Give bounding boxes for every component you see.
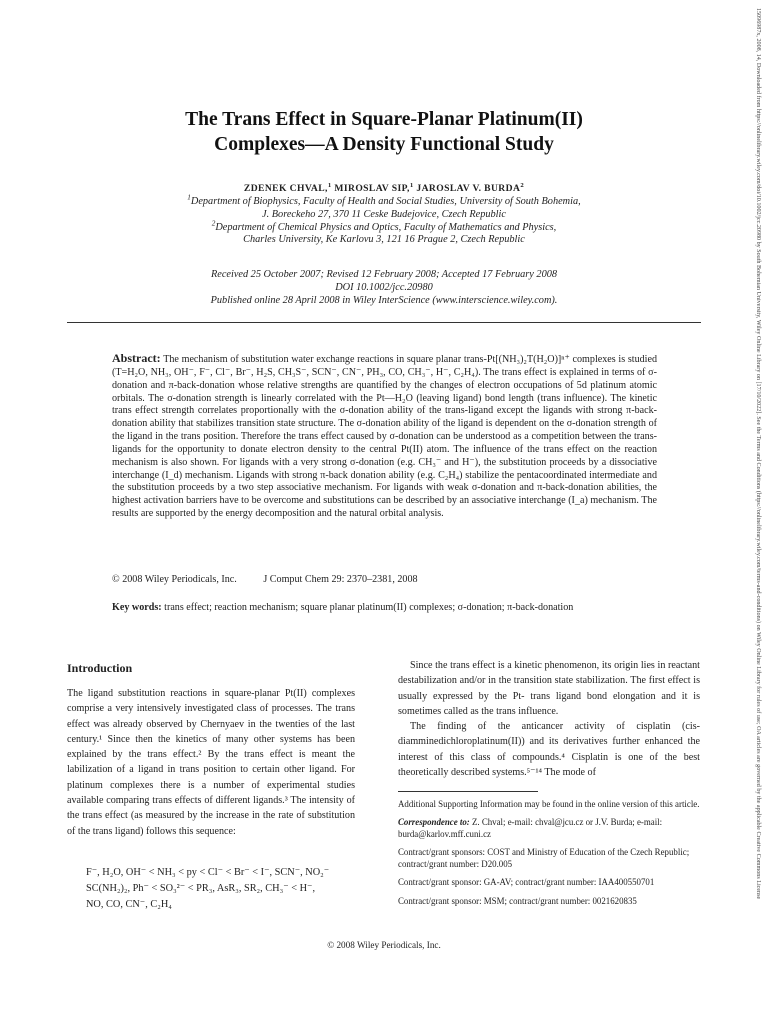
article-title — [100, 107, 668, 157]
intro-left-column — [67, 686, 355, 839]
title-line-2: Complexes—A Density Functional Study — [214, 134, 554, 155]
correspondence-text: Z. Chval; e-mail: chval@jcu.cz or J.V. Burda; e-mail: burda@karlov.mff.cuni.cz — [398, 817, 663, 840]
correspondence-note — [398, 816, 700, 840]
abstract-text: The mechanism of substitution water exchange reactions in square planar trans-Pt[(NH₃)₂T(H₂O)]ⁿ⁺ complexes is studied (T=H₂O, NH₃, OH⁻, F⁻, Cl⁻, Br⁻, H₂S, CH₃S⁻, SCN⁻, CN⁻, PH₃, CO, CH₃⁻, H⁻, C₂H₄). The trans effect is explained in terms of σ-donation and π-back-donation whose relative strengths are quantified by the changes of electron occupations of 5d platinum atomic orbitals. The σ-donation strength is linearly correlated with the Pt—H₂O (leaving ligand) bond length (trans influence). The kinetic trans effect strength correlates proportionally with the σ-donation ability of the trans-ligand except the ligands with strong π-back-donation ability that stabilizes transition state structure. The σ-donation ability of the ligand is dependent on the σ-donation strength of the ligand in the trans position. Therefore the trans effect caused by σ-donation can be understood as a competition between the trans-ligands for the opportunity to donate electron density to the central Pt(II) atom. The influence of the trans effect on the reaction mechanism is also shown. For ligands with a very strong σ-donation (e.g. CH₃⁻ and H⁻), the substitution proceeds by a dissociative interchange (I_d) mechanism. Ligands with strong π-back donation ability (e.g. C₂H₄) stabilize the pentacoordinated intermediate and the substitution proceeds by a two step associative mechanism. For ligands with weak σ-donation and π-back-donation abilities, the highest activation barriers have to be overcome and substitutions can be described by an associative interchange (I_a) mechanism. The results are supported by the energy decomposition and the natural orbital analysis. — [112, 354, 657, 520]
affiliation-2-line-1 — [100, 219, 668, 235]
doi: DOI 10.1002/jcc.20980 — [335, 281, 433, 293]
author-list — [100, 183, 668, 194]
affiliation-1-marker: 1 — [187, 193, 191, 202]
copyright-text: © 2008 Wiley Periodicals, Inc. — [112, 574, 237, 585]
affiliation-1-line-1 — [100, 193, 668, 209]
published-online: Published online 28 April 2008 in Wiley InterScience (www.interscience.wiley.com). — [210, 294, 558, 306]
sequence-line-1: F⁻, H₂O, OH⁻ < NH₃ < py < Cl⁻ < Br⁻ < I⁻, SCN⁻, NO₂⁻ — [86, 867, 330, 878]
copyright-line — [112, 574, 442, 585]
publication-dates — [100, 269, 668, 307]
keywords — [112, 602, 657, 613]
affiliation-1-line-2: J. Boreckeho 27, 370 11 Ceske Budejovice, Czech Republic — [262, 208, 506, 220]
affiliation-1-text: Department of Biophysics, Faculty of Health and Social Studies, University of South Bohemia, — [190, 196, 581, 207]
footnote-divider — [398, 791, 538, 792]
intro-paragraph-1: The ligand substitution reactions in square-planar Pt(II) complexes comprise a very intensively investigated class of processes. The trans effect was already observed by Chernyaev in the twenties of the last century.¹ Since then the kinetics of many other systems has been explained by the trans effect.² By the trans effect is meant the labilization of a ligand in trans position to certain other ligand. For platinum complexes there is a number of experimental studies available comparing trans effects of different ligands.³ The intensity of the trans effect (as measured by the increase in the rate of substitution of the trans ligand) follows this sequence: — [67, 688, 355, 837]
affiliation-2-marker: 2 — [211, 219, 216, 228]
trans-effect-sequence — [86, 865, 356, 913]
journal-citation: J Comput Chem 29: 2370–2381, 2008 — [263, 574, 418, 585]
supporting-info-note: Additional Supporting Information may be found in the online version of this article. — [398, 799, 700, 809]
keywords-heading: Key words: — [112, 602, 162, 613]
footnotes — [398, 798, 700, 913]
download-side-note — [749, 8, 763, 1013]
author-1: ZDENEK CHVAL, — [243, 183, 328, 194]
introduction-heading: Introduction — [67, 661, 133, 675]
grant-note-2: Contract/grant sponsor: GA-AV; contract/grant number: IAA400550701 — [398, 877, 655, 888]
sequence-line-3: NO, CO, CN⁻, C₂H₄ — [86, 899, 172, 910]
page-footer: © 2008 Wiley Periodicals, Inc. — [327, 940, 441, 950]
received-dates: Received 25 October 2007; Revised 12 February 2008; Accepted 17 February 2008 — [210, 269, 558, 280]
author-3-affil: 2 — [520, 181, 525, 189]
abstract-heading: Abstract: — [112, 351, 161, 365]
author-3: JAROSLAV V. BURDA — [413, 183, 521, 194]
affiliation-2-line-2: Charles University, Ke Karlovu 3, 121 16 Prague 2, Czech Republic — [243, 234, 525, 246]
title-line-1: The Trans Effect in Square-Planar Platinum(II) — [185, 109, 583, 130]
author-2-affil: 1 — [409, 181, 414, 189]
grant-note-1: Contract/grant sponsors: COST and Ministry of Education of the Czech Republic; contract/grant number: D20.005 — [398, 847, 690, 870]
grant-note-3: Contract/grant sponsor: MSM; contract/grant number: 0021620835 — [398, 895, 637, 906]
author-1-affil: 1 — [327, 181, 332, 189]
affiliations — [100, 193, 668, 247]
affiliation-2-text: Department of Chemical Physics and Optics, Faculty of Mathematics and Physics, — [215, 221, 557, 233]
sequence-line-2: SC(NH₂)₂, Ph⁻ < SO₃²⁻ < PR₃, AsR₃, SR₂, CH₃⁻ < H⁻, — [86, 883, 316, 894]
side-note-text: 15096987x, 2008, 14, Downloaded from https://onlinelibrary.wiley.com/doi/10.1002/jcc.20980 by South Bohemian University, Wiley Online Library on [17/10/2022]. See the Terms and Conditions (https://onlinelibrary.wiley.com/terms-and-conditions) on Wiley Online Library for rules of use; OA articles are governed by the applicable Creative Commons License — [755, 8, 761, 900]
abstract — [112, 352, 657, 521]
intro-right-column — [398, 658, 700, 780]
correspondence-label: Correspondence to: — [398, 817, 470, 828]
author-2: MIROSLAV SIP, — [331, 183, 410, 194]
header-divider — [67, 322, 701, 323]
keywords-text: trans effect; reaction mechanism; square planar platinum(II) complexes; σ-donation; π-back-donation — [161, 602, 574, 613]
intro-paragraph-2: Since the trans effect is a kinetic phenomenon, its origin lies in reactant destabilization and/or in the transition state stabilization. The first effect is usually expressed by the Pt- trans ligand bond elongation and it is sometimes called as the trans influence. — [398, 660, 700, 717]
intro-paragraph-3: The finding of the anticancer activity of cisplatin (cis-diamminedichloroplatinum(II)) and its derivatives further enhanced the interest of this class of compounds.⁴ Cisplatin is one of the best theoretically described systems.⁵⁻¹⁴ The mode of — [398, 721, 700, 779]
